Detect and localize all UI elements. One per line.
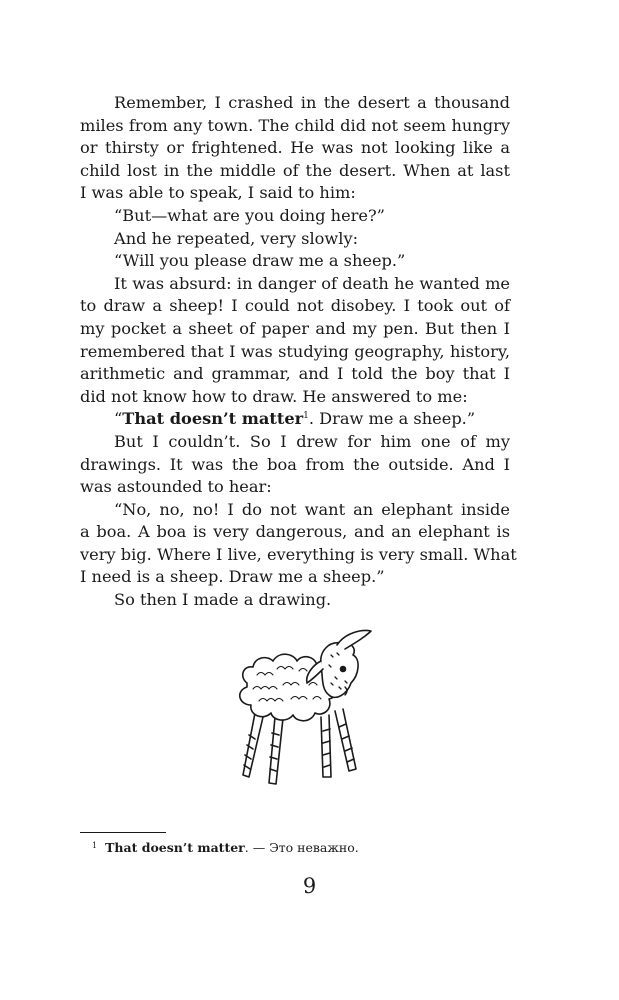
sheep-head — [321, 643, 358, 698]
text-line: a boa. A boa is very dangerous, and an elephant is — [80, 522, 510, 542]
text-line: drawings. It was the boa from the outside. And I — [80, 454, 510, 474]
text-line: But I couldn’t. So I drew for him one of my — [114, 431, 510, 451]
page-number: 9 — [302, 874, 317, 898]
text-line: I need is a sheep. Draw me a sheep.” — [80, 567, 385, 587]
text-line: was astounded to hear: — [80, 477, 272, 497]
text-line: my pocket a sheet of paper and my pen. But then I — [80, 318, 510, 338]
text-line: remembered that I was studying geography, history, — [80, 341, 510, 361]
text-line: And he repeated, very slowly: — [114, 228, 359, 248]
text-line: very big. Where I live, everything is very small. What — [80, 544, 517, 564]
text-line: It was absurd: in danger of death he wanted me — [114, 273, 510, 293]
footnote-separator: . — — [244, 840, 270, 855]
body-text — [80, 92, 517, 612]
text-line: did not know how to draw. He answered to me: — [80, 386, 468, 406]
line-rest: . Draw me a sheep.” — [308, 409, 476, 429]
text-line: “Will you please draw me a sheep.” — [114, 251, 406, 271]
text-line: to draw a sheep! I could not disobey. I took out of — [80, 296, 510, 316]
footnote-rule — [80, 832, 166, 833]
footnote-term: That doesn’t matter — [105, 840, 245, 855]
footnote-number: 1 — [92, 841, 98, 850]
text-line: arithmetic and grammar, and I told the boy that I — [80, 364, 510, 384]
footnote — [92, 838, 359, 856]
text-line: I was able to speak, I said to him: — [80, 183, 356, 203]
footnote-marker[interactable]: 1 — [303, 411, 309, 422]
text-line-footnoted — [80, 408, 510, 431]
open-quote: “ — [114, 409, 123, 429]
text-line: “No, no, no! I do not want an elephant inside — [114, 499, 510, 519]
text-line: So then I made a drawing. — [114, 590, 332, 610]
text-line: child lost in the middle of the desert. When at last — [80, 160, 510, 180]
text-line: “But—what are you doing here?” — [114, 205, 385, 225]
text-line: miles from any town. The child did not seem hungry — [80, 115, 510, 135]
text-line: or thirsty or frightened. He was not looking like a — [80, 138, 510, 158]
text-line: Remember, I crashed in the desert a thousand — [114, 93, 510, 112]
footnoted-phrase: That doesn’t matter — [122, 409, 304, 429]
footnote-translation: Это неважно. — [269, 840, 359, 855]
sheep-illustration — [225, 625, 395, 795]
